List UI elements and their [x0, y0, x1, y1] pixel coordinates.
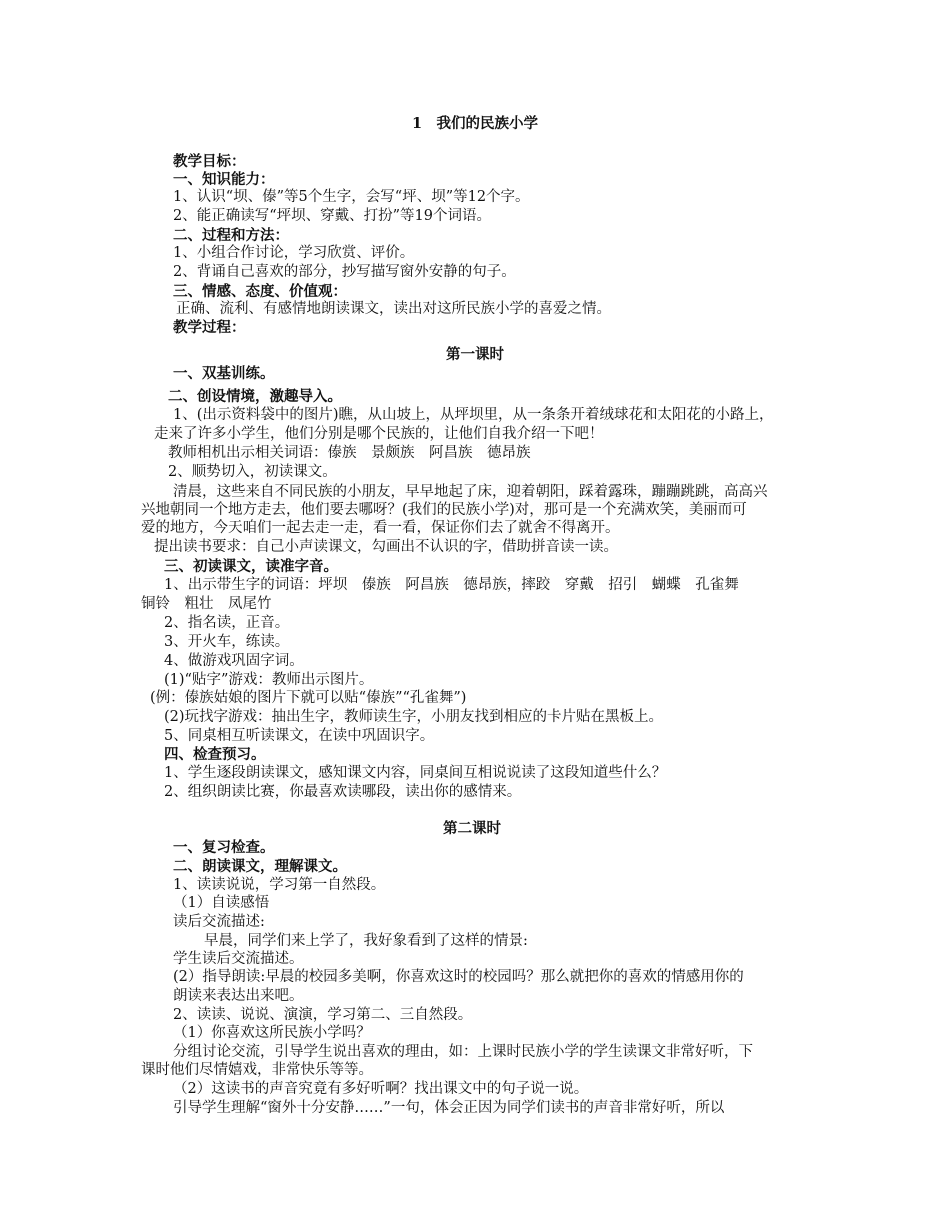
paragraph-line: 提出读书要求：自己小声读课文，勾画出不认识的字，借助拼音读一读。 — [154, 539, 618, 555]
objective-line: 2、能正确读写“坪坝、穿戴、打扮”等19个词语。 — [173, 208, 491, 224]
paragraph-line: （2）这读书的声音究竟有多好听啊？找出课文中的句子说一说。 — [173, 1081, 589, 1097]
paragraph-line: 读后交流描述: — [173, 914, 265, 930]
paragraph-line: 走来了许多小学生，他们分别是哪个民族的，让他们自我介绍一下吧！ — [154, 426, 604, 442]
paragraph-line: (2）指导朗读:早晨的校园多美啊，你喜欢这时的校园吗？那么就把你的喜欢的情感用你的 — [173, 969, 744, 985]
emotion-values-heading: 三、情感、态度、价值观： — [173, 283, 347, 300]
paragraph-line: 2、组织朗读比赛，你最喜欢读哪段，读出你的感情来。 — [164, 784, 522, 800]
paragraph-line: (2)玩找字游戏：抽出生字，教师读生字，小朋友找到相应的卡片贴在黑板上。 — [164, 709, 664, 725]
objective-line: 正确、流利、有感情地朗读课文，读出对这所民族小学的喜爱之情。 — [176, 301, 611, 317]
paragraph-line: 3、开火车，练读。 — [164, 634, 290, 650]
paragraph-line: 1、学生逐段朗读课文，感知课文内容，同桌间互相说说读了这段知道些什么？ — [164, 765, 667, 781]
section-heading: 四、检查预习。 — [164, 746, 266, 763]
paragraph-line: (例：傣族姑娘的图片下就可以贴“傣族”“孔雀舞”) — [150, 690, 467, 706]
paragraph-line: 学生读后交流描述。 — [173, 951, 304, 967]
section-heading: 一、双基训练。 — [173, 365, 275, 382]
paragraph-line: 1、读读说说，学习第一自然段。 — [173, 877, 386, 893]
paragraph-line: 朗读来表达出来吧。 — [173, 988, 304, 1004]
paragraph-line: 1、(出示资料袋中的图片)瞧，从山坡上，从坪坝里，从一条条开着绒球花和太阳花的小路上， — [173, 407, 774, 423]
section-heading: 二、创设情境，激趣导入。 — [168, 388, 342, 405]
paragraph-line: （1）你喜欢这所民族小学吗？ — [173, 1025, 371, 1041]
objective-line: 2、背诵自己喜欢的部分，抄写描写窗外安静的句子。 — [173, 264, 516, 280]
paragraph-line: 2、指名读，正音。 — [164, 615, 290, 631]
paragraph-line: 兴地朝同一个地方走去，他们要去哪呀？(我们的民族小学)对，那可是一个充满欢笑，美丽而可 — [141, 502, 747, 518]
paragraph-line: 铜铃 粗壮 凤尾竹 — [141, 596, 272, 612]
paragraph-line: 4、做游戏巩固字词。 — [164, 653, 304, 669]
paragraph-line: 清晨，这些来自不同民族的小朋友，早早地起了床，迎着朝阳，踩着露珠，蹦蹦跳跳，高高兴 — [173, 484, 768, 500]
paragraph-line: （1）自读感悟 — [173, 895, 270, 911]
objectives-heading: 教学目标： — [173, 153, 246, 170]
paragraph-line: 爱的地方，今天咱们一起去走一走，看一看，保证你们去了就舍不得离开。 — [141, 520, 620, 536]
paragraph-line: 5、同桌相互听读课文，在读中巩固识字。 — [164, 728, 435, 744]
teaching-process-heading: 教学过程： — [173, 319, 246, 336]
lesson2-heading: 第二课时 — [443, 820, 501, 837]
page-title: 1 我们的民族小学 — [411, 115, 539, 132]
paragraph-line: 课时他们尽情嬉戏，非常快乐等等。 — [141, 1062, 373, 1078]
section-heading: 三、初读课文，读准字音。 — [164, 558, 338, 575]
objective-line: 1、认识“坝、傣”等5个生字，会写“坪、坝”等12个字。 — [173, 189, 530, 205]
section-heading: 一、复习检查。 — [173, 839, 275, 856]
knowledge-ability-heading: 一、知识能力： — [173, 171, 275, 188]
paragraph-line: 引导学生理解“窗外十分安静……”一句，体会正因为同学们读书的声音非常好听，所以 — [173, 1100, 725, 1116]
paragraph-line: 早晨，同学们来上学了，我好象看到了这样的情景: — [204, 933, 528, 949]
paragraph-line: 1、出示带生字的词语：坪坝 傣族 阿昌族 德昂族，摔跤 穿戴 招引 蝴蝶 孔雀舞 — [164, 577, 739, 593]
lesson1-heading: 第一课时 — [446, 346, 504, 363]
process-method-heading: 二、过程和方法： — [173, 227, 289, 244]
paragraph-line: (1)“贴字”游戏：教师出示图片。 — [164, 672, 374, 688]
objective-line: 1、小组合作讨论，学习欣赏、评价。 — [173, 245, 415, 261]
paragraph-line: 教师相机出示相关词语：傣族 景颇族 阿昌族 德昂族 — [168, 445, 531, 461]
paragraph-line: 2、读读、说说、演演，学习第二、三自然段。 — [173, 1007, 473, 1023]
section-heading: 二、朗读课文，理解课文。 — [173, 858, 347, 875]
paragraph-line: 分组讨论交流，引导学生说出喜欢的理由，如：上课时民族小学的学生读课文非常好听，下 — [173, 1044, 753, 1060]
paragraph-line: 2、顺势切入，初读课文。 — [168, 464, 337, 480]
